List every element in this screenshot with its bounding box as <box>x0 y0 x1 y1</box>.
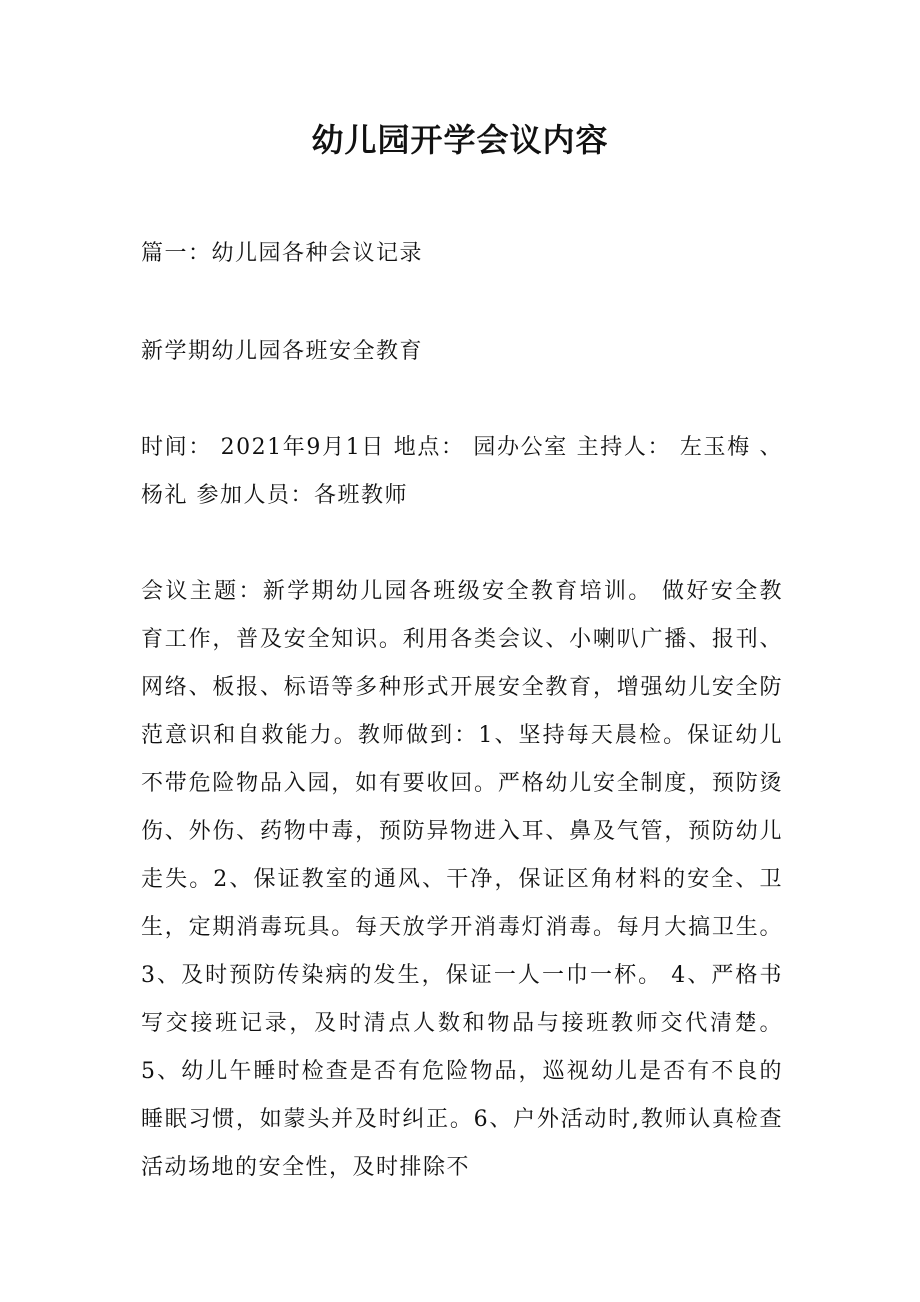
subheading: 新学期幼儿园各班安全教育 <box>141 339 424 364</box>
meeting-meta: 时间： 2021年9月1日 地点： 园办公室 主持人： 左玉梅 、杨礼 参加人员：各班教师 <box>141 435 783 508</box>
document-title: 幼儿园开学会议内容 <box>311 121 609 159</box>
section-heading: 篇一：幼儿园各种会议记录 <box>141 241 424 266</box>
meeting-body: 会议主题：新学期幼儿园各班级安全教育培训。 做好安全教育工作，普及安全知识。利用各类会议、小喇叭广播、报刊、网络、板报、标语等多种形式开展安全教育，增强幼儿安全防范意识和自救能力。教师做到：1、坚持每天晨检。保证幼儿不带危险物品入园，如有要收回。严格幼儿安全制度，预防烫伤、外伤、药物中毒，预防异物进入耳、鼻及气管，预防幼儿走失。2、保证教室的通风、干净，保证区角材料的安全、卫生，定期消毒玩具。每天放学开消毒灯消毒。每月大搞卫生。 3、及时预防传染病的发生，保证一人一巾一杯。 4、严格书写交接班记录，及时清点人数和物品与接班教师交代清楚。 5、幼儿午睡时检查是否有危险物品，巡视幼儿是否有不良的睡眠习惯，如蒙头并及时纠正。6、户外活动时,教师认真检查活动场地的安全性，及时排除不 <box>141 579 783 1180</box>
